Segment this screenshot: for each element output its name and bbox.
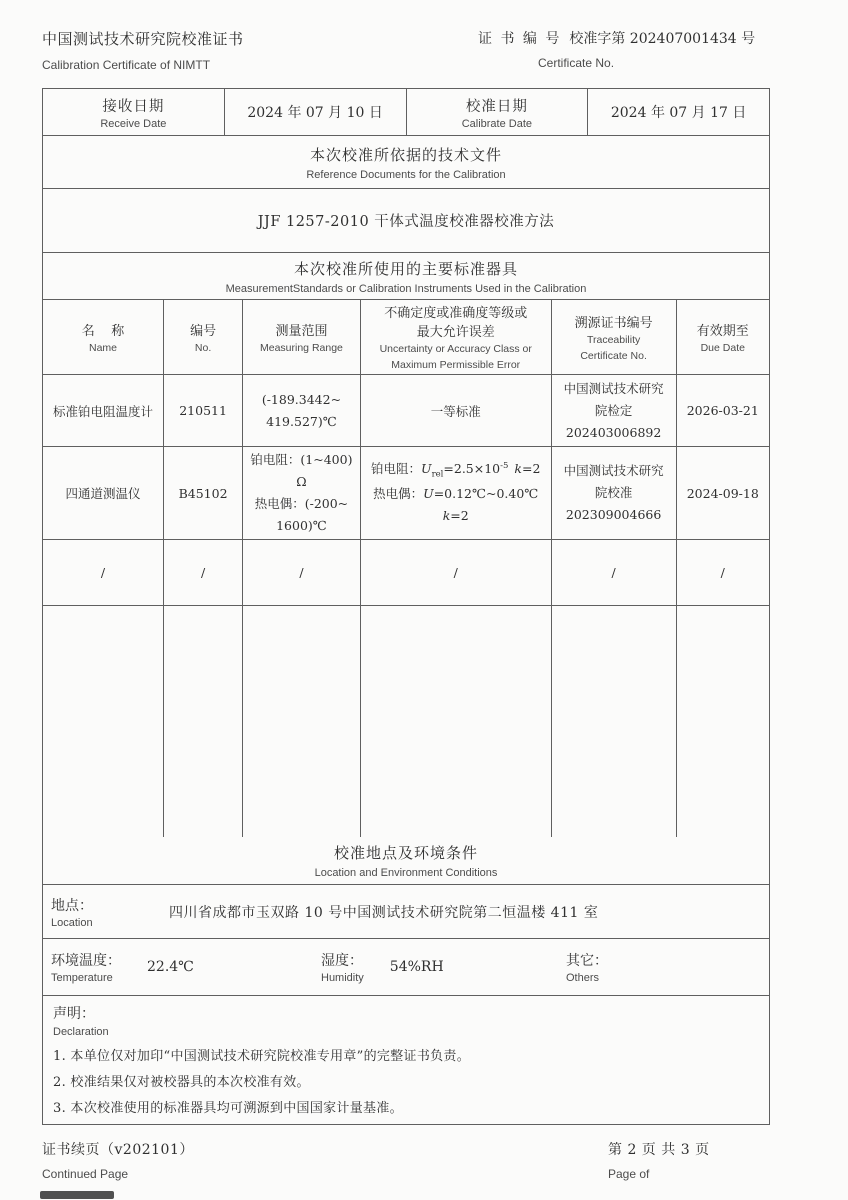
- row2-range: [243, 447, 361, 540]
- temperature-label-block: [51, 950, 121, 984]
- row2-trace-line2: 院校准: [594, 485, 633, 501]
- row3-no: /: [164, 539, 243, 605]
- row2-range-line2: Ω: [296, 474, 307, 490]
- footer-right-block: [608, 1139, 768, 1181]
- certificate-frame: [42, 88, 770, 1125]
- institute-title-zh: 中国测试技术研究院校准证书: [42, 30, 244, 48]
- reference-title-en: Reference Documents for the Calibration: [306, 168, 506, 181]
- humidity-group: [321, 950, 566, 984]
- environment-row: [43, 939, 769, 996]
- dates-row: [43, 89, 769, 136]
- row2-no: B45102: [164, 447, 243, 540]
- row1-no: 210511: [164, 375, 243, 447]
- row1-traceability: [551, 375, 676, 447]
- row3-accuracy: /: [360, 539, 551, 605]
- calibrate-date-label-zh: 校准日期: [465, 98, 528, 115]
- col-header-due-en: Due Date: [700, 341, 745, 354]
- row2-unc-l1-subscript: rel: [431, 469, 444, 480]
- certificate-number-label-en: Certificate No.: [538, 56, 615, 70]
- row3-range: /: [243, 539, 361, 605]
- footer-left-block: [42, 1139, 194, 1181]
- row2-range-line1: 铂电阻：(1~400): [250, 452, 353, 468]
- row2-traceability: [551, 447, 676, 540]
- calibrate-date-value: 2024 年 07 月 17 日: [610, 105, 747, 121]
- scan-artifact-mark: [40, 1191, 114, 1199]
- page-header: [42, 28, 768, 80]
- col-header-no-zh: 编号: [190, 323, 217, 339]
- declaration-item-3: 3. 本次校准使用的标准器具均可溯源到中国国家计量基准。: [53, 1101, 403, 1117]
- col-header-range: [243, 300, 361, 375]
- col-header-uncertainty-zh2: 最大允许误差: [416, 325, 495, 340]
- certificate-number-block: [478, 28, 768, 70]
- col-header-traceability-en1: Traceability: [586, 333, 641, 346]
- standards-row-2: [43, 447, 769, 540]
- row2-uncertainty-line2: [364, 483, 548, 506]
- col-header-range-zh: 测量范围: [275, 323, 328, 339]
- col-header-uncertainty-zh1: 不确定度或准确度等级或: [384, 306, 528, 321]
- certificate-number-line: [478, 28, 768, 48]
- col-header-uncertainty-en1: Uncertainty or Accuracy Class or: [379, 343, 532, 355]
- others-label-en: Others: [566, 972, 600, 985]
- col-header-uncertainty: [360, 300, 551, 375]
- empty-cell: [43, 605, 164, 837]
- location-title-en: Location and Environment Conditions: [314, 867, 498, 880]
- standards-empty-row: [43, 605, 769, 837]
- row1-range-line2: 419.527)℃: [266, 413, 337, 429]
- declaration-item-1: 1. 本单位仅对加印“中国测试技术研究院校准专用章”的完整证书负责。: [53, 1049, 471, 1065]
- row1-trace-line1: 中国测试技术研究: [563, 381, 664, 397]
- reference-section-title: [43, 136, 769, 189]
- row2-unc-l2-value: =0.12℃~0.40℃: [433, 485, 539, 501]
- page-number-en: Page of: [608, 1167, 650, 1182]
- row3-due-date: /: [676, 539, 769, 605]
- col-header-traceability-zh: 溯源证书编号: [574, 315, 653, 331]
- col-header-traceability-en2: Certificate No.: [580, 349, 647, 362]
- col-header-due-date: [676, 300, 769, 375]
- receive-date-label-en: Receive Date: [100, 117, 167, 130]
- others-group: [566, 950, 769, 984]
- empty-cell: [551, 605, 676, 837]
- continued-page-en: Continued Page: [42, 1167, 129, 1182]
- row2-range-line3: 热电偶：(-200~: [254, 496, 349, 512]
- declaration-section: [43, 996, 769, 1124]
- standards-section-title: [43, 253, 769, 300]
- row1-due-date: 2026-03-21: [676, 375, 769, 447]
- col-header-name: [43, 300, 164, 375]
- humidity-label-block: [321, 950, 364, 984]
- location-row: [43, 885, 769, 939]
- standards-row-3: [43, 539, 769, 605]
- receive-date-label-zh: 接收日期: [102, 98, 165, 115]
- row2-unc-l2-label: 热电偶：: [373, 485, 424, 501]
- row1-name: 标准铂电阻温度计: [43, 375, 164, 447]
- col-header-traceability: [551, 300, 676, 375]
- col-header-range-en: Measuring Range: [260, 341, 343, 354]
- declaration-label-en: Declaration: [53, 1026, 109, 1039]
- receive-date-value-cell: [225, 89, 407, 135]
- certificate-number-value: 校准字第 202407001434 号: [569, 31, 756, 47]
- row1-range-line1: (-189.3442~: [261, 391, 342, 407]
- empty-cell: [676, 605, 769, 837]
- reference-document-text: JJF 1257-2010 干体式温度校准器校准方法: [43, 189, 769, 253]
- row2-unc-l3-eq: =2: [450, 508, 469, 524]
- temperature-group: [43, 950, 321, 984]
- row2-name: 四通道测温仪: [43, 447, 164, 540]
- row3-traceability: /: [551, 539, 676, 605]
- temperature-label-en: Temperature: [51, 972, 113, 985]
- standards-row-1: [43, 375, 769, 447]
- humidity-label-en: Humidity: [321, 972, 364, 985]
- calibrate-date-label-en: Calibrate Date: [461, 117, 533, 130]
- row1-trace-line3: 202403006892: [565, 424, 662, 440]
- page-number-zh: 第 2 页 共 3 页: [608, 1142, 710, 1159]
- row1-trace-line2: 院检定: [594, 402, 633, 418]
- col-header-uncertainty-en2: Maximum Permissible Error: [391, 359, 521, 372]
- page-footer: [42, 1139, 768, 1181]
- row2-uncertainty-line1: [364, 458, 548, 483]
- location-label-block: [43, 895, 147, 929]
- col-header-no-en: No.: [194, 341, 212, 354]
- row2-trace-line1: 中国测试技术研究: [563, 463, 664, 479]
- others-label-zh: 其它：: [566, 953, 608, 970]
- empty-cell: [164, 605, 243, 837]
- declaration-label-zh: 声明：: [53, 1006, 95, 1023]
- standards-title-zh: 本次校准所使用的主要标准器具: [293, 259, 518, 278]
- location-label-zh: 地点：: [51, 897, 93, 914]
- receive-date-value: 2024 年 07 月 10 日: [247, 105, 383, 121]
- row2-unc-l1-label: 铂电阻：: [371, 461, 422, 477]
- calibrate-date-value-cell: [588, 89, 769, 135]
- receive-date-label-cell: [43, 89, 225, 135]
- empty-cell: [360, 605, 551, 837]
- col-header-name-zh: 名 称: [81, 323, 125, 339]
- location-section-title: [43, 837, 769, 885]
- standards-title-en: MeasurementStandards or Calibration Instruments Used in the Calibration: [225, 282, 587, 295]
- col-header-name-en: Name: [89, 341, 118, 354]
- temperature-value: 22.4℃: [147, 959, 194, 976]
- calibrate-date-label-cell: [407, 89, 589, 135]
- row2-uncertainty-line3: [364, 505, 548, 528]
- location-title-zh: 校准地点及环境条件: [333, 844, 478, 863]
- humidity-label-zh: 湿度：: [321, 953, 363, 970]
- row2-unc-l2-symbol: U: [423, 485, 434, 501]
- institute-title-block: [42, 28, 244, 72]
- row2-uncertainty: [360, 447, 551, 540]
- location-value: 四川省成都市玉双路 10 号中国测试技术研究院第二恒温楼 411 室: [169, 904, 599, 921]
- institute-title-en: Calibration Certificate of NIMTT: [42, 58, 211, 72]
- continued-page-zh: 证书续页（v202101）: [42, 1142, 194, 1159]
- col-header-due-zh: 有效期至: [696, 323, 749, 339]
- row1-range: [243, 375, 361, 447]
- standards-table: [43, 300, 769, 837]
- row2-unc-l1-symbol: U: [421, 461, 432, 477]
- temperature-label-zh: 环境温度：: [51, 953, 121, 970]
- row2-range-line4: 1600)℃: [276, 517, 327, 533]
- row2-due-date: 2024-09-18: [676, 447, 769, 540]
- row2-unc-l3-k: k: [442, 508, 451, 524]
- standards-header-row: [43, 300, 769, 375]
- certificate-sheet: [42, 28, 768, 1181]
- col-header-no: [164, 300, 243, 375]
- declaration-item-2: 2. 校准结果仅对被校器具的本次校准有效。: [53, 1075, 310, 1091]
- location-label-en: Location: [51, 916, 93, 929]
- row2-unc-l1-value: =2.5×10: [443, 461, 501, 477]
- row2-unc-l1-exponent: -5: [500, 461, 509, 472]
- row1-accuracy: 一等标准: [360, 375, 551, 447]
- row3-name: /: [43, 539, 164, 605]
- reference-title-zh: 本次校准所依据的技术文件: [309, 145, 502, 164]
- row2-unc-l1-keq: =2: [521, 461, 541, 477]
- empty-cell: [243, 605, 361, 837]
- humidity-value: 54%RH: [389, 959, 444, 976]
- certificate-number-label-zh: 证 书 编 号: [478, 31, 562, 47]
- row2-unc-l1-k: k: [514, 461, 522, 477]
- others-label-block: [566, 950, 608, 984]
- row2-trace-line3: 202309004666: [565, 507, 662, 523]
